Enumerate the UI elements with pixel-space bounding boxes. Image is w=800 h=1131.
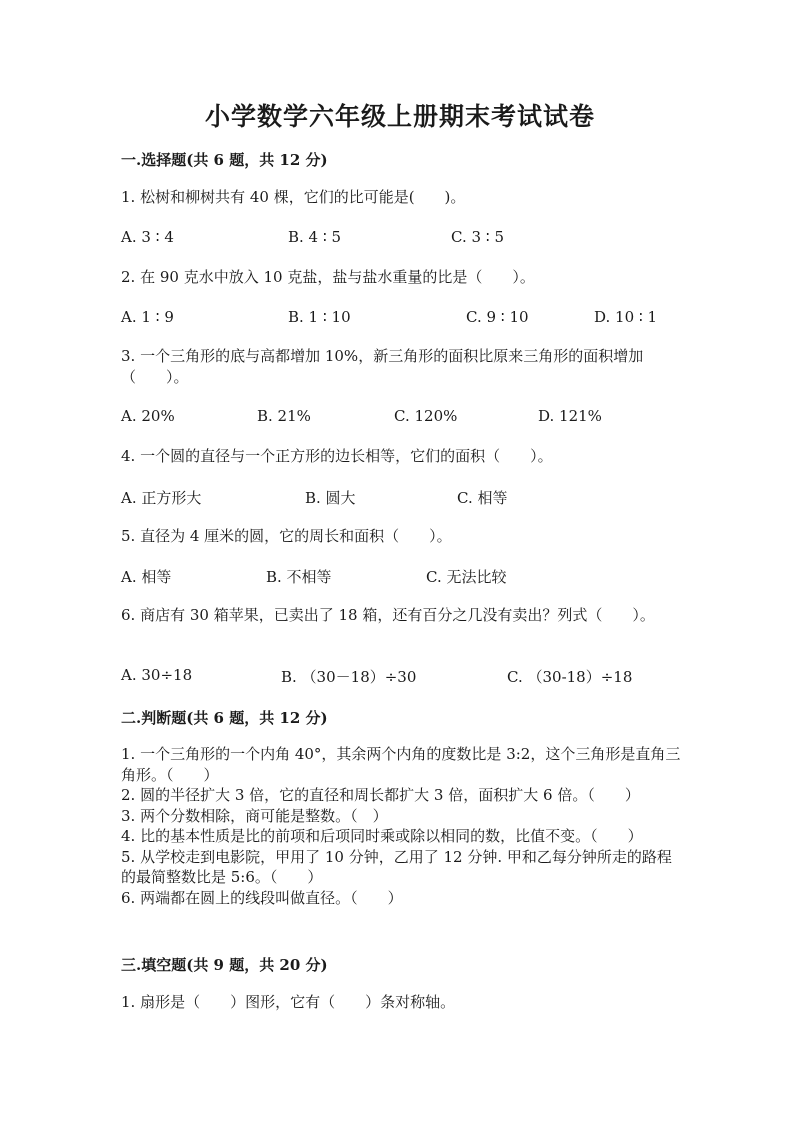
true-false-item-2: 2. 圆的半径扩大 3 倍，它的直径和周长都扩大 3 倍，面积扩大 6 倍。（ ） [121, 786, 640, 804]
choice-options-5 [121, 566, 681, 588]
true-false-item-1: 1. 一个三角形的一个内角 40°，其余两个内角的度数比是 3:2，这个三角形是直角三角形。（ ） [121, 745, 681, 784]
true-false-item-5: 5. 从学校走到电影院，甲用了 10 分钟，乙用了 12 分钟. 甲和乙每分钟所走的路程的最简整数比是 5:6。（ ） [121, 847, 672, 886]
true-false-list [121, 744, 681, 908]
true-false-item-4: 4. 比的基本性质是比的前项和后项同时乘或除以相同的数，比值不变。（ ） [121, 827, 643, 845]
option-a: A. 相等 [121, 568, 172, 586]
option-c: C. 9 ∶ 10 [466, 308, 529, 326]
choice-options-2 [121, 308, 681, 330]
choice-question-2: 2. 在 90 克水中放入 10 克盐，盐与盐水重量的比是（ ）。 [121, 268, 535, 286]
option-a: A. 正方形大 [121, 489, 202, 507]
option-b: B. 圆大 [305, 489, 356, 507]
choice-options-6 [121, 666, 681, 688]
choice-question-6: 6. 商店有 30 箱苹果，已卖出了 18 箱，还有百分之几没有卖出？列式（ ）。 [121, 606, 655, 624]
section-heading-choice: 一.选择题(共 6 题，共 12 分) [121, 151, 328, 169]
option-c: C. （30-18）÷18 [507, 668, 633, 686]
option-b: B. 21% [257, 407, 311, 425]
option-b: B. 1 ∶ 10 [288, 308, 351, 326]
option-a: A. 30÷18 [121, 666, 193, 684]
option-a: A. 3 ∶ 4 [121, 228, 174, 246]
fill-blank-question-1: 1. 扇形是（ ）图形，它有（ ）条对称轴。 [121, 993, 456, 1011]
option-a: A. 1 ∶ 9 [121, 308, 174, 326]
true-false-item-3: 3. 两个分数相除，商可能是整数。（ ） [121, 806, 388, 825]
choice-question-4: 4. 一个圆的直径与一个正方形的边长相等，它们的面积（ ）。 [121, 447, 553, 465]
true-false-item-6: 6. 两端都在圆上的线段叫做直径。（ ） [121, 888, 403, 907]
choice-options-3 [121, 407, 681, 429]
exam-title: 小学数学六年级上册期末考试试卷 [204, 102, 595, 131]
choice-question-3: 3. 一个三角形的底与高都增加 10%，新三角形的面积比原来三角形的面积增加（ ）。 [121, 347, 644, 386]
choice-question-5: 5. 直径为 4 厘米的圆，它的周长和面积（ ）。 [121, 527, 452, 545]
option-b: B. 4 ∶ 5 [288, 228, 342, 246]
section-heading-fill-blank: 三.填空题(共 9 题，共 20 分) [121, 956, 328, 974]
option-a: A. 20% [121, 407, 175, 425]
option-c: C. 无法比较 [426, 568, 507, 586]
option-b: B. （30－18）÷30 [281, 668, 417, 686]
option-d: D. 121% [538, 407, 602, 425]
choice-options-4 [121, 487, 681, 509]
option-b: B. 不相等 [266, 568, 332, 586]
option-c: C. 3 ∶ 5 [451, 228, 505, 246]
section-heading-true-false: 二.判断题(共 6 题，共 12 分) [121, 709, 328, 727]
option-d: D. 10 ∶ 1 [594, 308, 658, 326]
option-c: C. 120% [394, 407, 458, 425]
option-c: C. 相等 [457, 489, 508, 507]
choice-question-1: 1. 松树和柳树共有 40 棵，它们的比可能是( )。 [121, 188, 466, 206]
choice-options-1 [121, 228, 681, 250]
